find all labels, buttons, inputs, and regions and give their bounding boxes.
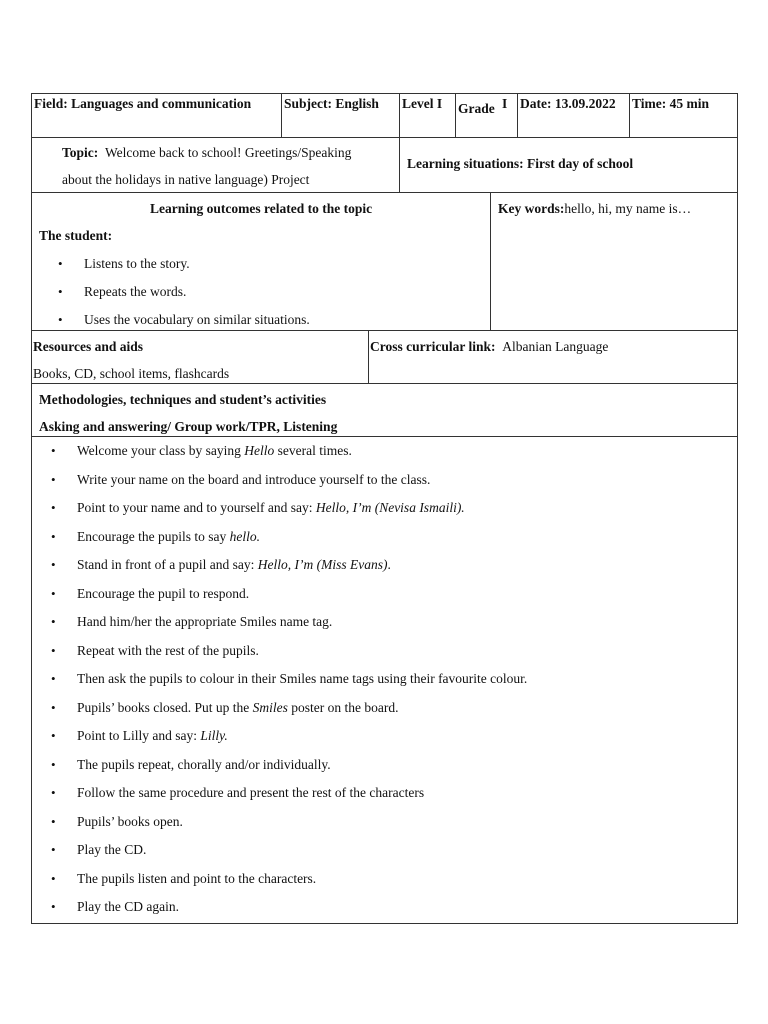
resources-row: [31, 331, 738, 384]
bullet-icon: •: [51, 528, 56, 544]
activity-text: Write your name on the board and introduce yourself to the class.: [77, 471, 431, 487]
outcomes-heading: Learning outcomes related to the topic: [150, 201, 373, 216]
bullet-icon: •: [51, 500, 56, 515]
resources-heading: Resources and aids: [33, 339, 144, 354]
bullet-icon: •: [51, 671, 56, 686]
activity-text: Point to your name and to yourself and say: Hello, I’m (Nevisa Ismaili).: [77, 500, 465, 515]
header-row: [31, 93, 738, 138]
subject-text: Subject: English: [284, 96, 379, 111]
activity-text: The pupils listen and point to the characters.: [77, 870, 317, 886]
activity-text: Repeat with the rest of the pupils.: [77, 642, 259, 658]
cross-link-text: [370, 339, 608, 355]
topic-line1: [62, 145, 351, 161]
time-text: Time: 45 min: [632, 96, 709, 111]
activity-text: Pupils’ books closed. Put up the Smiles poster on the board.: [77, 699, 399, 715]
activity-text: Hand him/her the appropriate Smiles name tag.: [77, 614, 333, 629]
keywords-text: [498, 201, 691, 217]
level-text: Level I: [402, 96, 443, 111]
bullet-icon: •: [58, 284, 63, 299]
activity-text: Play the CD.: [77, 842, 147, 857]
outcomes-cell: Learning outcomes related to the topic The student: • Listens to the story. • Repeats the words. • Uses the vocabulary on similar situations.: [39, 201, 373, 327]
topic-cell: [32, 138, 399, 192]
grade-value: I: [502, 96, 508, 111]
cross-link-label: Cross curricular link:: [370, 339, 496, 354]
outcomes-row: [31, 193, 738, 331]
situations-cell: [399, 138, 737, 192]
topic-line2: about the holidays in native language) Project: [62, 172, 310, 187]
subject-cell: [281, 94, 399, 137]
topic-line1-text: Welcome back to school! Greetings/Speaking: [105, 145, 352, 160]
activity-text: Pupils’ books open.: [77, 813, 183, 829]
bullet-icon: •: [51, 614, 56, 629]
bullet-icon: •: [51, 699, 56, 715]
bullet-icon: •: [51, 471, 56, 487]
date-text: Date: 13.09.2022: [520, 96, 616, 111]
bullet-icon: •: [51, 642, 56, 658]
bullet-icon: •: [58, 256, 63, 271]
time-cell: [629, 94, 737, 137]
activity-text: Point to Lilly and say: Lilly.: [77, 728, 228, 743]
date-cell: [517, 94, 629, 137]
cross-link-cell: [368, 331, 737, 383]
field-text: Field: Languages and communication: [34, 96, 252, 111]
lesson-plan-table: [31, 93, 738, 924]
bullet-icon: •: [51, 557, 56, 572]
activity-text: Welcome your class by saying Hello several times.: [77, 443, 352, 458]
grade-label: Grade: [458, 101, 495, 116]
bullet-icon: •: [51, 443, 56, 458]
bullet-icon: •: [51, 899, 56, 914]
student-label: The student:: [39, 228, 113, 243]
activity-text: The pupils repeat, chorally and/or individually.: [77, 756, 331, 772]
methods-heading: Methodologies, techniques and student’s activities: [39, 392, 327, 407]
activity-text: Encourage the pupils to say hello.: [77, 528, 260, 544]
situations-text: Learning situations: First day of school: [407, 156, 634, 171]
bullet-icon: •: [58, 312, 63, 327]
activity-text: Stand in front of a pupil and say: Hello, I’m (Miss Evans).: [77, 557, 391, 572]
bullet-icon: •: [51, 813, 56, 829]
methods-subheading: Asking and answering/ Group work/TPR, Listening: [39, 419, 338, 434]
bullet-icon: •: [51, 785, 56, 800]
resources-value: Books, CD, school items, flashcards: [33, 366, 230, 381]
keywords-value: hello, hi, my name is…: [564, 201, 692, 216]
resources-cell: [32, 331, 368, 383]
grade-cell: [455, 94, 517, 137]
bullet-icon: •: [51, 585, 56, 601]
topic-label: Topic:: [62, 145, 99, 160]
bullet-icon: •: [51, 756, 56, 772]
activities-row: [31, 437, 738, 924]
bullet-icon: •: [51, 728, 56, 743]
level-cell: [399, 94, 455, 137]
topic-row: [31, 138, 738, 193]
cross-link-value: Albanian Language: [502, 339, 609, 354]
activity-text: Then ask the pupils to colour in their Smiles name tags using their favourite colour.: [77, 671, 528, 686]
bullet-icon: •: [51, 842, 56, 857]
activity-text: Play the CD again.: [77, 899, 179, 914]
keywords-label: Key words:: [498, 201, 565, 216]
field-cell: [32, 94, 281, 137]
keywords-cell: [490, 193, 737, 330]
activity-text: Follow the same procedure and present the rest of the characters: [77, 785, 425, 800]
bullet-icon: •: [51, 870, 56, 886]
methods-row: [31, 384, 738, 437]
activity-text: Encourage the pupil to respond.: [77, 585, 250, 601]
